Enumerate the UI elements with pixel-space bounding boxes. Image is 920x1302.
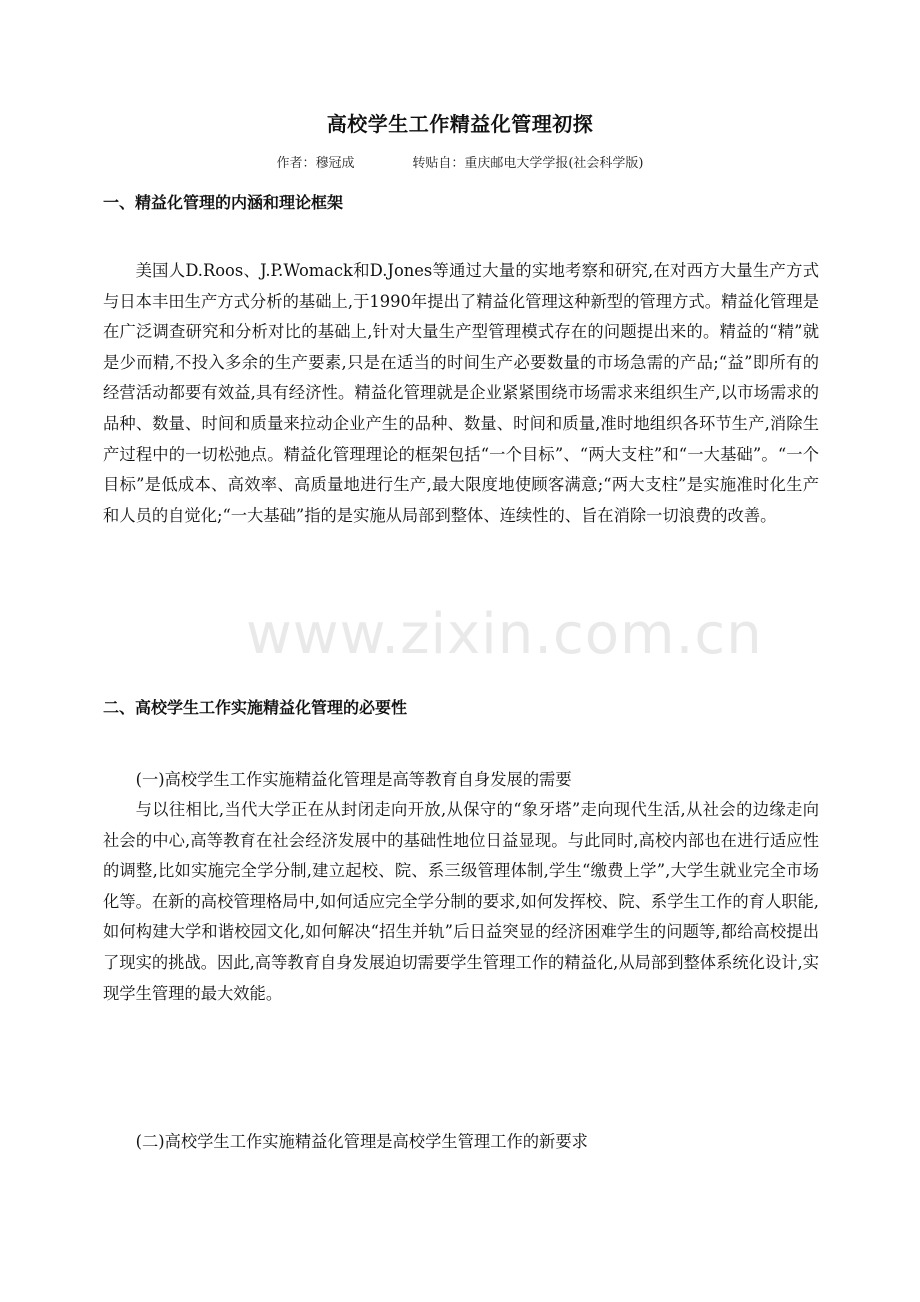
subsection2-heading: (二)高校学生工作实施精益化管理是高校学生管理工作的新要求 — [135, 1132, 588, 1151]
section1-paragraph: 美国人D.Roos、J.P.Womack和D.Jones等通过大量的实地考察和研究,在对西方大量生产方式与日本丰田生产方式分析的基础上,于1990年提出了精益化管理这种新型的管理方式。精益化管理是在广泛调查研究和分析对比的基础上,针对大量生产型管理模式存在的问题提出来的。精益的“精”就是少而精,不投入多余的生产要素,只是在适当的时间生产必要数量的市场急需的产品;“益”即所有的经营活动都要有效益,具有经济性。精益化管理就是企业紧紧围绕市场需求来组织生产,以市场需求的品种、数量、时间和质量来拉动企业产生的品种、数量、时间和质量,准时地组织各环节生产,消除生产过程中的一切松弛点。精益化管理理论的框架包括“一个目标”、“两大支柱”和“一大基础”。“一个目标”是低成本、高效率、高质量地进行生产,最大限度地使顾客满意;“两大支柱”是实施准时化生产和人员的自觉化;“一大基础”指的是实施从局部到整体、连续性的、旨在消除一切浪费的改善。 — [103, 261, 819, 525]
source: 转贴自：重庆邮电大学学报(社会科学版) — [412, 156, 644, 171]
watermark: www.zixin.com.cn — [246, 602, 763, 667]
subsection1-heading: (一)高校学生工作实施精益化管理是高等教育自身发展的需要 — [135, 770, 572, 789]
section2-heading: 二、高校学生工作实施精益化管理的必要性 — [103, 698, 408, 717]
section1-heading: 一、精益化管理的内涵和理论框架 — [103, 193, 344, 212]
subsection1-paragraph: 与以往相比,当代大学正在从封闭走向开放,从保守的“象牙塔”走向现代生活,从社会的边缘走向社会的中心,高等教育在社会经济发展中的基础性地位日益显现。与此同时,高校内部也在进行适应性的调整,比如实施完全学分制,建立起校、院、系三级管理体制,学生“缴费上学”,大学生就业完全市场化等。在新的高校管理格局中,如何适应完全学分制的要求,如何发挥校、院、系学生工作的育人职能,如何构建大学和谐校园文化,如何解决“招生并轨”后日益突显的经济困难学生的问题等,都给高校提出了现实的挑战。因此,高等教育自身发展迫切需要学生管理工作的精益化,从局部到整体系统化设计,实现学生管理的最大效能。 — [103, 800, 819, 1003]
document-title: 高校学生工作精益化管理初探 — [326, 112, 594, 136]
author: 作者：穆冠成 — [276, 156, 355, 171]
byline — [0, 152, 920, 171]
